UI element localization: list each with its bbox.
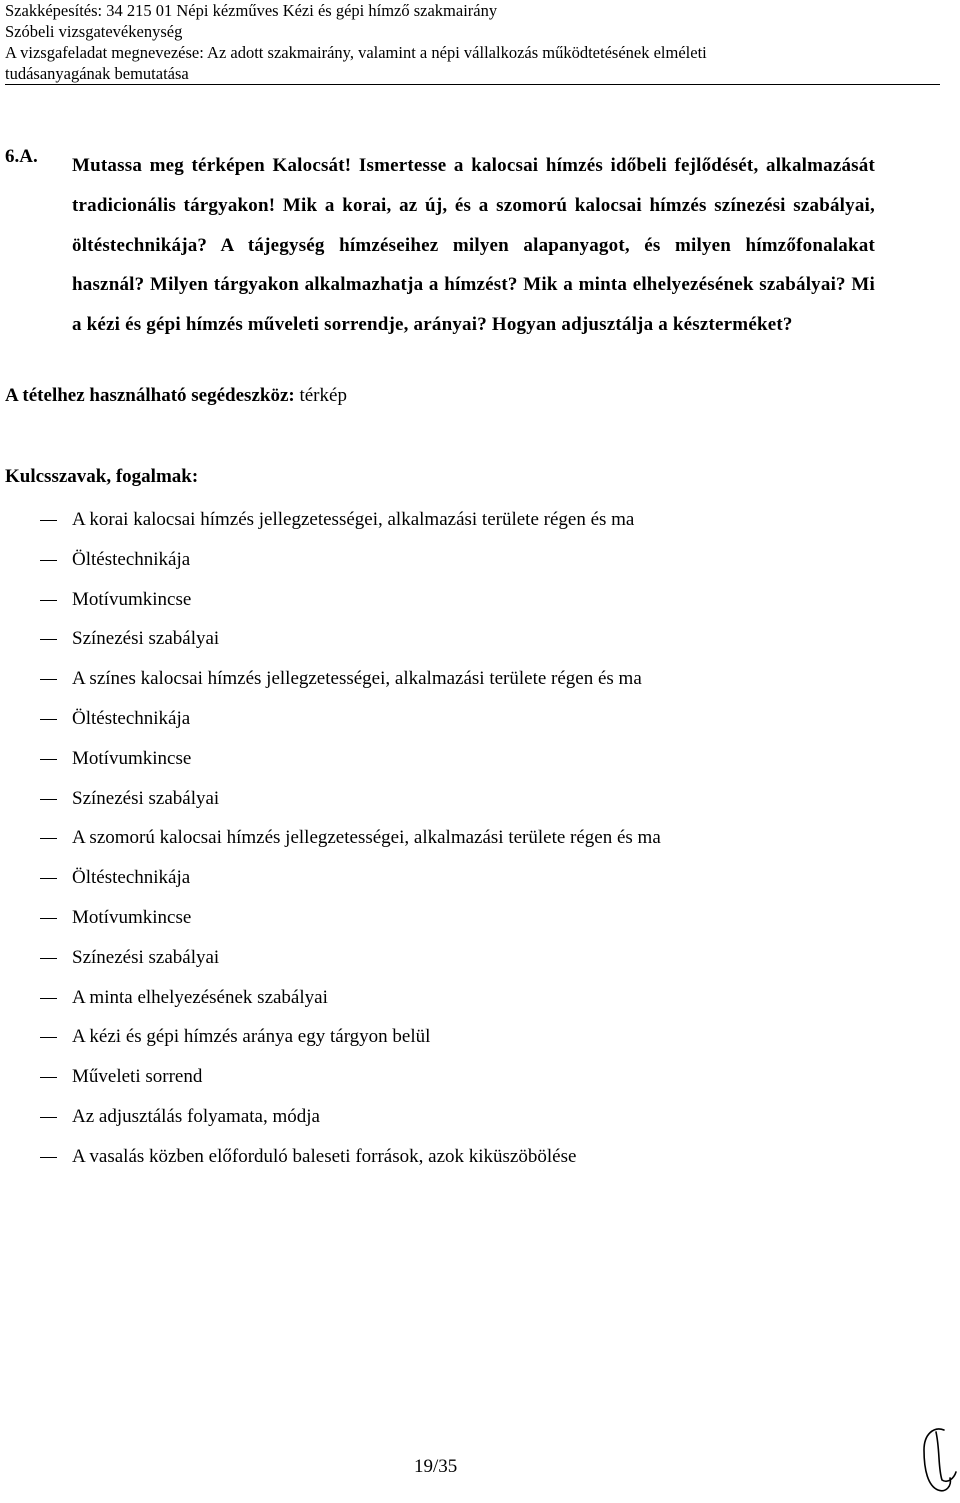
- dash-bullet: [40, 958, 57, 959]
- dash-bullet: [40, 918, 57, 919]
- keyword-text: Öltéstechnikája: [72, 867, 191, 889]
- dash-bullet: [40, 679, 57, 680]
- keyword-text: A színes kalocsai hímzés jellegzetességei, alkalmazási területe régen és ma: [72, 668, 642, 690]
- keyword-item: [0, 824, 661, 864]
- keyword-item: [0, 1063, 661, 1103]
- keyword-item: [0, 864, 661, 904]
- keyword-item: [0, 1103, 661, 1143]
- dash-bullet: [40, 759, 57, 760]
- keyword-text: Motívumkincse: [72, 747, 192, 769]
- keyword-text: A szomorú kalocsai hímzés jellegzetességei, alkalmazási területe régen és ma: [72, 827, 661, 849]
- page-header: [5, 0, 945, 85]
- dash-bullet: [40, 719, 57, 720]
- page-number: 19/35: [414, 1456, 458, 1477]
- keyword-item: [0, 984, 661, 1024]
- keyword-text: Az adjusztálás folyamata, módja: [72, 1105, 320, 1127]
- keyword-text: Színezési szabályai: [72, 946, 220, 968]
- keyword-item: [0, 1023, 661, 1063]
- dash-bullet: [40, 600, 57, 601]
- header-task-name: A vizsgafeladat megnevezése: Az adott szakmairány, valamint a népi vállalkozás működtetésének elméleti: [5, 43, 707, 62]
- header-qualification: Szakképesítés: 34 215 01 Népi kézműves Kézi és gépi hímző szakmairány: [5, 1, 498, 20]
- keyword-item: [0, 506, 661, 546]
- keyword-text: Öltéstechnikája: [72, 707, 191, 729]
- tool-line: [5, 385, 347, 407]
- dash-bullet: [40, 878, 57, 879]
- dash-bullet: [40, 799, 57, 800]
- keyword-item: [0, 665, 661, 705]
- tool-value: térkép: [299, 385, 347, 406]
- keyword-item: [0, 625, 661, 665]
- dash-bullet: [40, 1037, 57, 1038]
- keyword-text: Színezési szabályai: [72, 628, 220, 650]
- keyword-item: [0, 944, 661, 984]
- keyword-text: A vasalás közben előforduló baleseti források, azok kiküszöbölése: [72, 1145, 577, 1167]
- header-rule: [5, 84, 940, 85]
- dash-bullet: [40, 560, 57, 561]
- keywords-list: [0, 506, 661, 1183]
- keywords-title: Kulcsszavak, fogalmak:: [5, 466, 199, 487]
- keyword-text: Motívumkincse: [72, 588, 192, 610]
- dash-bullet: [40, 998, 57, 999]
- keyword-item: [0, 586, 661, 626]
- dash-bullet: [40, 639, 57, 640]
- keyword-text: Színezési szabályai: [72, 787, 220, 809]
- keyword-item: [0, 1143, 661, 1183]
- keyword-text: Öltéstechnikája: [72, 548, 191, 570]
- keyword-item: [0, 785, 661, 825]
- keyword-item: [0, 745, 661, 785]
- keyword-text: Motívumkincse: [72, 906, 192, 928]
- task-number: 6.A.: [5, 146, 38, 167]
- header-exam-type: Szóbeli vizsgatevékenység: [5, 22, 183, 41]
- dash-bullet: [40, 1157, 57, 1158]
- keyword-item: [0, 705, 661, 745]
- dash-bullet: [40, 520, 57, 521]
- dash-bullet: [40, 1117, 57, 1118]
- keyword-text: A minta elhelyezésének szabályai: [72, 986, 328, 1008]
- dash-bullet: [40, 838, 57, 839]
- task-text: Mutassa meg térképen Kalocsát! Ismertesse a kalocsai hímzés időbeli fejlődését, alkalmazását tradicionális tárgyakon! Mik a korai, az új, és a szomorú kalocsai hímzés színezési szabályai, öltéstechnikája? A tájegység hímzéseihez milyen alapanyagot, és milyen hímzőfonalakat használ? Milyen tárgyakon alkalmazhatja a hímzést? Mik a minta elhelyezésének szabályai? Mi a kézi és gépi hímzés műveleti sorrendje, arányai? Hogyan adjusztálja a készterméket?: [72, 155, 875, 336]
- signature-mark: [914, 1420, 960, 1500]
- keyword-text: A kézi és gépi hímzés aránya egy tárgyon belül: [72, 1026, 431, 1048]
- keyword-item: [0, 546, 661, 586]
- keyword-text: Műveleti sorrend: [72, 1066, 203, 1088]
- dash-bullet: [40, 1077, 57, 1078]
- header-task-name-cont: tudásanyagának bemutatása: [5, 64, 189, 83]
- tool-label: A tételhez használható segédeszköz:: [5, 385, 295, 406]
- keyword-text: A korai kalocsai hímzés jellegzetességei, alkalmazási területe régen és ma: [72, 509, 635, 530]
- keyword-item: [0, 904, 661, 944]
